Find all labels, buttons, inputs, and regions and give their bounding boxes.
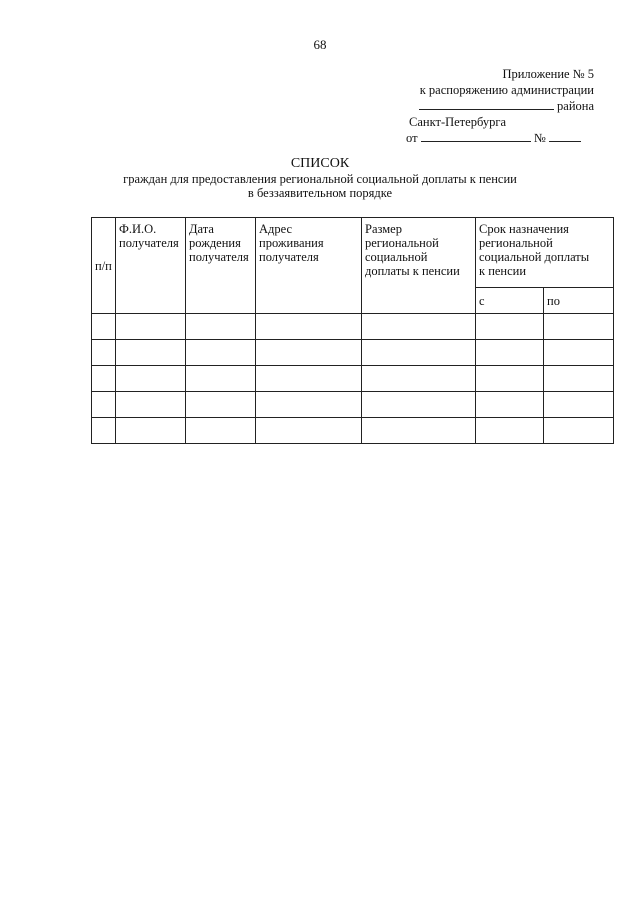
table-cell	[476, 366, 544, 392]
table-cell	[476, 392, 544, 418]
table-cell	[362, 366, 476, 392]
date-prefix: от	[406, 131, 418, 145]
header-amount-line1: Размер	[365, 222, 402, 236]
table-cell	[186, 392, 256, 418]
header-amount	[362, 218, 476, 314]
appendix-block	[380, 67, 594, 147]
table-cell	[362, 418, 476, 444]
document-subtitle-line2: в беззаявительном порядке	[247, 186, 393, 200]
page-number: 68	[313, 37, 327, 52]
header-term-line3: социальной доплаты	[479, 250, 590, 264]
table-cell	[256, 366, 362, 392]
header-term	[476, 218, 614, 288]
document-title: СПИСОК	[290, 156, 350, 171]
table-cell	[186, 366, 256, 392]
header-fio	[116, 218, 186, 314]
table-cell	[256, 340, 362, 366]
header-term-line1: Срок назначения	[479, 222, 569, 236]
table-cell	[92, 392, 116, 418]
table-cell	[256, 418, 362, 444]
document-subtitle-line1: граждан для предоставления региональной социальной доплаты к пенсии	[123, 171, 517, 186]
header-fio-line1: Ф.И.О.	[119, 222, 157, 236]
number-blank	[549, 130, 581, 142]
table-cell	[92, 418, 116, 444]
header-address	[256, 218, 362, 314]
appendix-order-reference: к распоряжению администрации	[419, 82, 594, 97]
table-cell	[362, 340, 476, 366]
number-sign: №	[533, 131, 546, 145]
header-birth-line2: рождения	[189, 236, 241, 250]
table-cell	[362, 314, 476, 340]
table-cell	[186, 340, 256, 366]
header-address-line1: Адрес	[259, 222, 293, 236]
table-row	[92, 392, 614, 418]
appendix-district-line	[380, 98, 594, 115]
table-cell	[362, 392, 476, 418]
table-cell	[116, 392, 186, 418]
table-row	[92, 418, 614, 444]
table-cell	[92, 314, 116, 340]
table-cell	[256, 314, 362, 340]
table-cell	[256, 392, 362, 418]
header-address-line2: проживания	[259, 236, 324, 250]
district-blank	[419, 98, 554, 110]
table-row	[92, 314, 614, 340]
table-header-row	[92, 218, 614, 288]
header-address-line3: получателя	[259, 250, 319, 264]
table-cell	[92, 340, 116, 366]
document-heading	[0, 157, 640, 201]
header-term-line4: к пенсии	[479, 264, 527, 278]
header-birth-date	[186, 218, 256, 314]
appendix-city: Санкт-Петербурга	[409, 114, 507, 129]
table-cell	[116, 366, 186, 392]
header-amount-line4: доплаты к пенсии	[365, 264, 460, 278]
table-cell	[476, 340, 544, 366]
table-cell	[544, 314, 614, 340]
table-cell	[544, 418, 614, 444]
appendix-date-line	[380, 130, 594, 147]
table-cell	[476, 418, 544, 444]
district-suffix: района	[557, 99, 594, 113]
header-birth-line1: Дата	[189, 222, 214, 236]
table-cell	[544, 392, 614, 418]
header-amount-line3: социальной	[365, 250, 428, 264]
table-cell	[116, 418, 186, 444]
header-term-to: по	[544, 288, 614, 314]
header-fio-line2: получателя	[119, 236, 179, 250]
header-birth-line3: получателя	[189, 250, 249, 264]
table-body	[92, 314, 614, 444]
date-blank	[421, 130, 531, 142]
table-cell	[544, 340, 614, 366]
recipients-table	[91, 217, 614, 444]
table-cell	[186, 314, 256, 340]
header-num: п/п	[92, 218, 116, 314]
table-cell	[92, 366, 116, 392]
table-cell	[544, 366, 614, 392]
header-term-line2: региональной	[479, 236, 553, 250]
table-cell	[116, 314, 186, 340]
table-row	[92, 340, 614, 366]
table-row	[92, 366, 614, 392]
table-cell	[116, 340, 186, 366]
table-cell	[476, 314, 544, 340]
header-amount-line2: региональной	[365, 236, 439, 250]
header-term-from: с	[476, 288, 544, 314]
table-cell	[186, 418, 256, 444]
appendix-number: Приложение № 5	[502, 67, 594, 81]
